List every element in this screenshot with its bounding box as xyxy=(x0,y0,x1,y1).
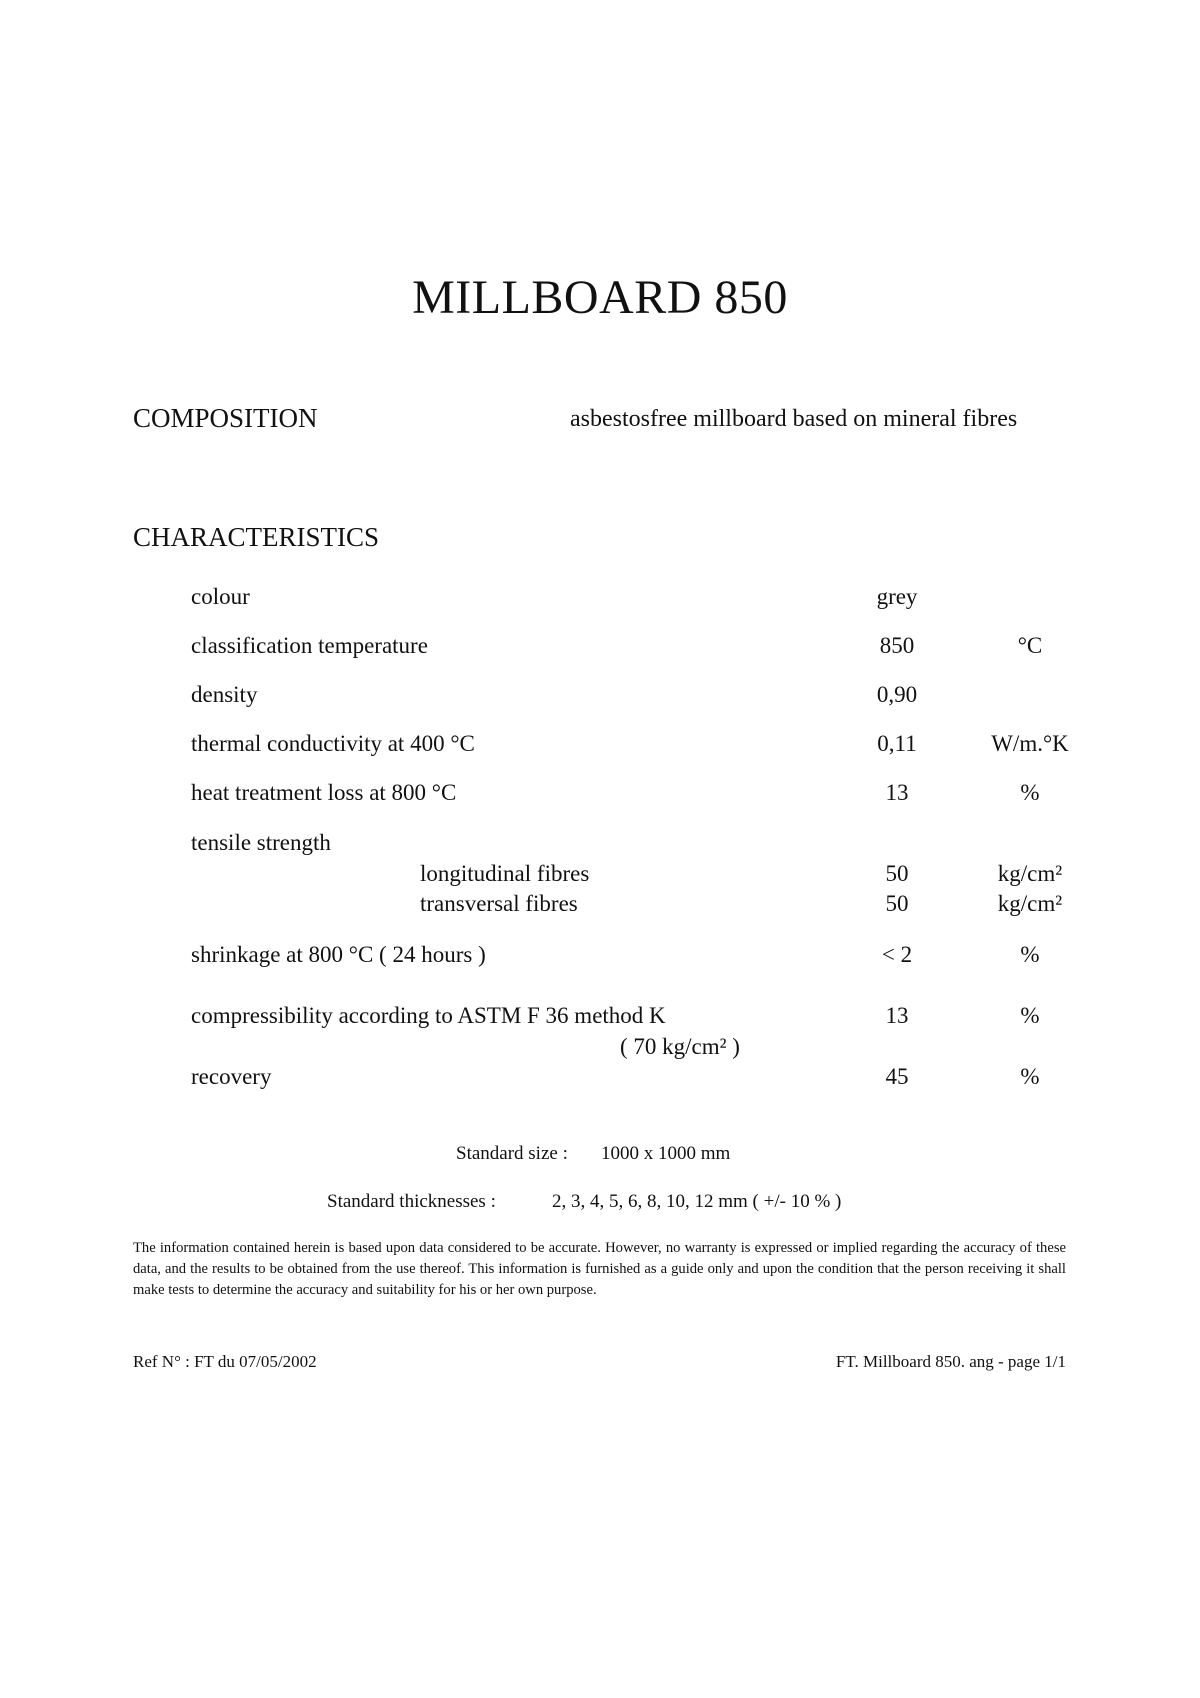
row-label: thermal conductivity at 400 °C xyxy=(191,731,475,756)
standard-size-label: Standard size : xyxy=(456,1143,568,1164)
row-unit: kg/cm² xyxy=(997,891,1063,916)
row-unit: % xyxy=(1020,942,1040,967)
characteristics-heading: CHARACTERISTICS xyxy=(133,522,380,552)
row-unit: % xyxy=(1020,780,1040,805)
row-label: recovery xyxy=(191,1064,272,1089)
footer-reference: Ref N° : FT du 07/05/2002 xyxy=(133,1352,317,1371)
row-label: heat treatment loss at 800 °C xyxy=(191,780,457,805)
standard-thicknesses-label: Standard thicknesses : xyxy=(327,1191,496,1212)
footer-page-info: FT. Millboard 850. ang - page 1/1 xyxy=(835,1352,1066,1371)
row-value: < 2 xyxy=(881,942,913,967)
row-unit: kg/cm² xyxy=(997,861,1063,886)
row-unit: W/m.°K xyxy=(991,731,1069,756)
row-value: 50 xyxy=(885,861,909,886)
row-sublabel: longitudinal fibres xyxy=(420,861,590,886)
compressibility-note: ( 70 kg/cm² ) xyxy=(620,1034,740,1059)
row-label: colour xyxy=(191,584,250,609)
row-value: 13 xyxy=(885,780,909,805)
row-label: classification temperature xyxy=(191,633,428,658)
row-value: 850 xyxy=(879,633,915,658)
standard-size-value: 1000 x 1000 mm xyxy=(601,1143,731,1164)
row-unit: % xyxy=(1020,1003,1040,1028)
row-label: tensile strength xyxy=(191,830,331,855)
row-value: 0,11 xyxy=(877,731,917,756)
composition-heading: COMPOSITION xyxy=(133,403,318,433)
row-value: grey xyxy=(876,584,918,609)
row-unit: °C xyxy=(1017,633,1043,658)
row-label: density xyxy=(191,682,258,707)
row-value: 45 xyxy=(885,1064,909,1089)
row-value: 50 xyxy=(885,891,909,916)
disclaimer-text: The information contained herein is based upon data considered to be accurate. However, no warranty is expressed or implied regarding the accuracy of these data, and the results to be obtained from the use thereof. This information is furnished as a guide only and upon the condition that the person receiving it shall make tests to determine the accuracy and suitability for his or her own purpose. xyxy=(133,1240,1066,1298)
row-label: shrinkage at 800 °C ( 24 hours ) xyxy=(191,942,486,967)
row-unit: % xyxy=(1020,1064,1040,1089)
composition-value: asbestosfree millboard based on mineral fibres xyxy=(570,406,1018,432)
row-value: 0,90 xyxy=(876,682,918,707)
row-sublabel: transversal fibres xyxy=(420,891,578,916)
row-value: 13 xyxy=(885,1003,909,1028)
standard-thicknesses-value: 2, 3, 4, 5, 6, 8, 10, 12 mm ( +/- 10 % ) xyxy=(552,1191,842,1212)
page-title: MILLBOARD 850 xyxy=(412,271,788,324)
row-label: compressibility according to ASTM F 36 method K xyxy=(191,1003,666,1028)
